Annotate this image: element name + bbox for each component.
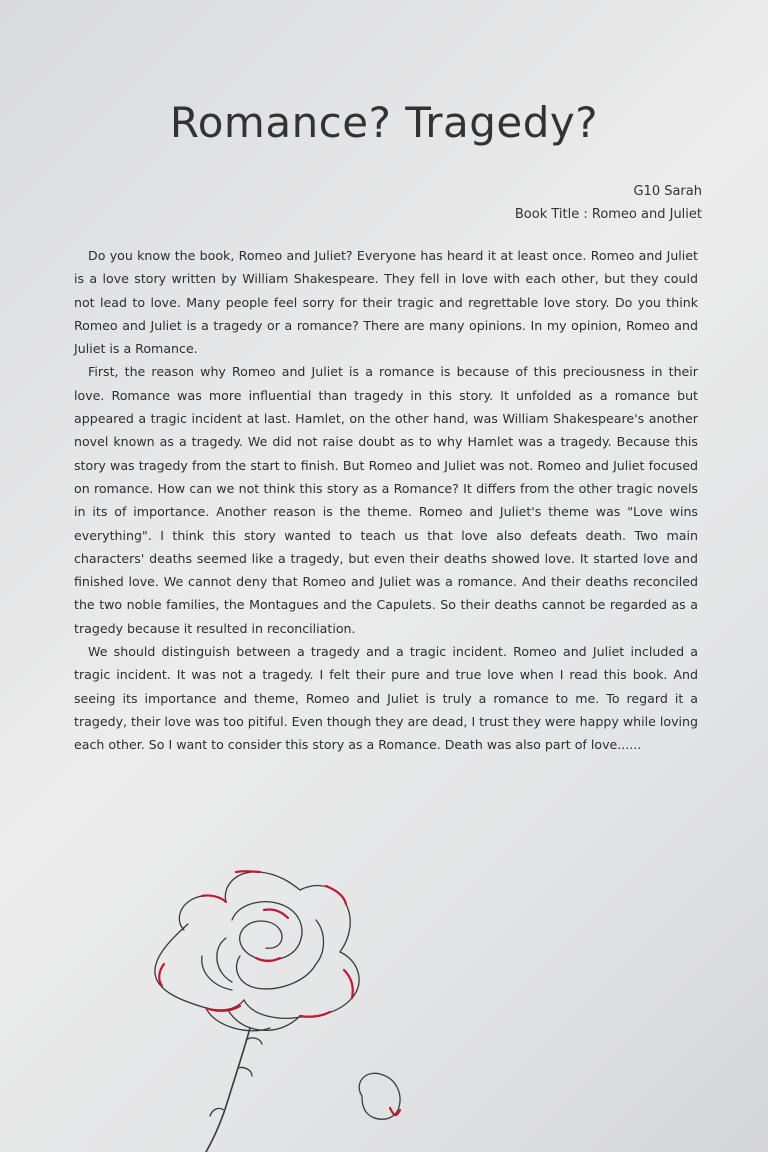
rose-drawing-icon (140, 860, 420, 1152)
book-title-line: Book Title : Romeo and Juliet (514, 207, 702, 222)
essay-body (74, 244, 698, 757)
paragraph-2: First, the reason why Romeo and Juliet is a romance is because of this preciousness in their love. Romance was more influential than tragedy in this story. It unfolded as a romance but appeared a tragic incident at last. Hamlet, on the other hand, was William Shakespeare's another novel known as a tragedy. We did not raise doubt as to why Hamlet was a tragedy. Because this story was tragedy from the start to finish. But Romeo and Juliet was not. Romeo and Juliet focused on romance. How can we not think this story as a Romance? It differs from the other tragic novels in its of importance. Another reason is the theme. Romeo and Juliet's theme was "Love wins everything". I think this story wanted to teach us that love also defeats death. Two main characters' deaths seemed like a tragedy, but even their deaths showed love. It started love and finished love. We cannot deny that Romeo and Juliet was a romance. And their deaths reconciled the two noble families, the Montagues and the Capulets. So their deaths cannot be regarded as a tragedy because it resulted in reconciliation. (74, 364, 698, 636)
paragraph-1: Do you know the book, Romeo and Juliet? Everyone has heard it at least once. Romeo and Juliet is a love story written by William Shakespeare. They fell in love with each other, but they could not lead to love. Many people feel sorry for their tragic and regrettable love story. Do you think Romeo and Juliet is a tragedy or a romance? There are many opinions. In my opinion, Romeo and Juliet is a Romance. (74, 248, 698, 357)
page-title: Romance? Tragedy? (169, 98, 599, 147)
paragraph-3: We should distinguish between a tragedy and a tragic incident. Romeo and Juliet included a tragic incident. It was not a tragedy. I felt their pure and true love when I read this book. And seeing its importance and theme, Romeo and Juliet is truly a romance to me. To regard it a tragedy, their love was too pitiful. Even though they are dead, I trust they were happy while loving each other. So I want to consider this story as a Romance. Death was also part of love...... (74, 644, 698, 753)
header-info (515, 180, 702, 226)
author-line: G10 Sarah (633, 184, 702, 199)
